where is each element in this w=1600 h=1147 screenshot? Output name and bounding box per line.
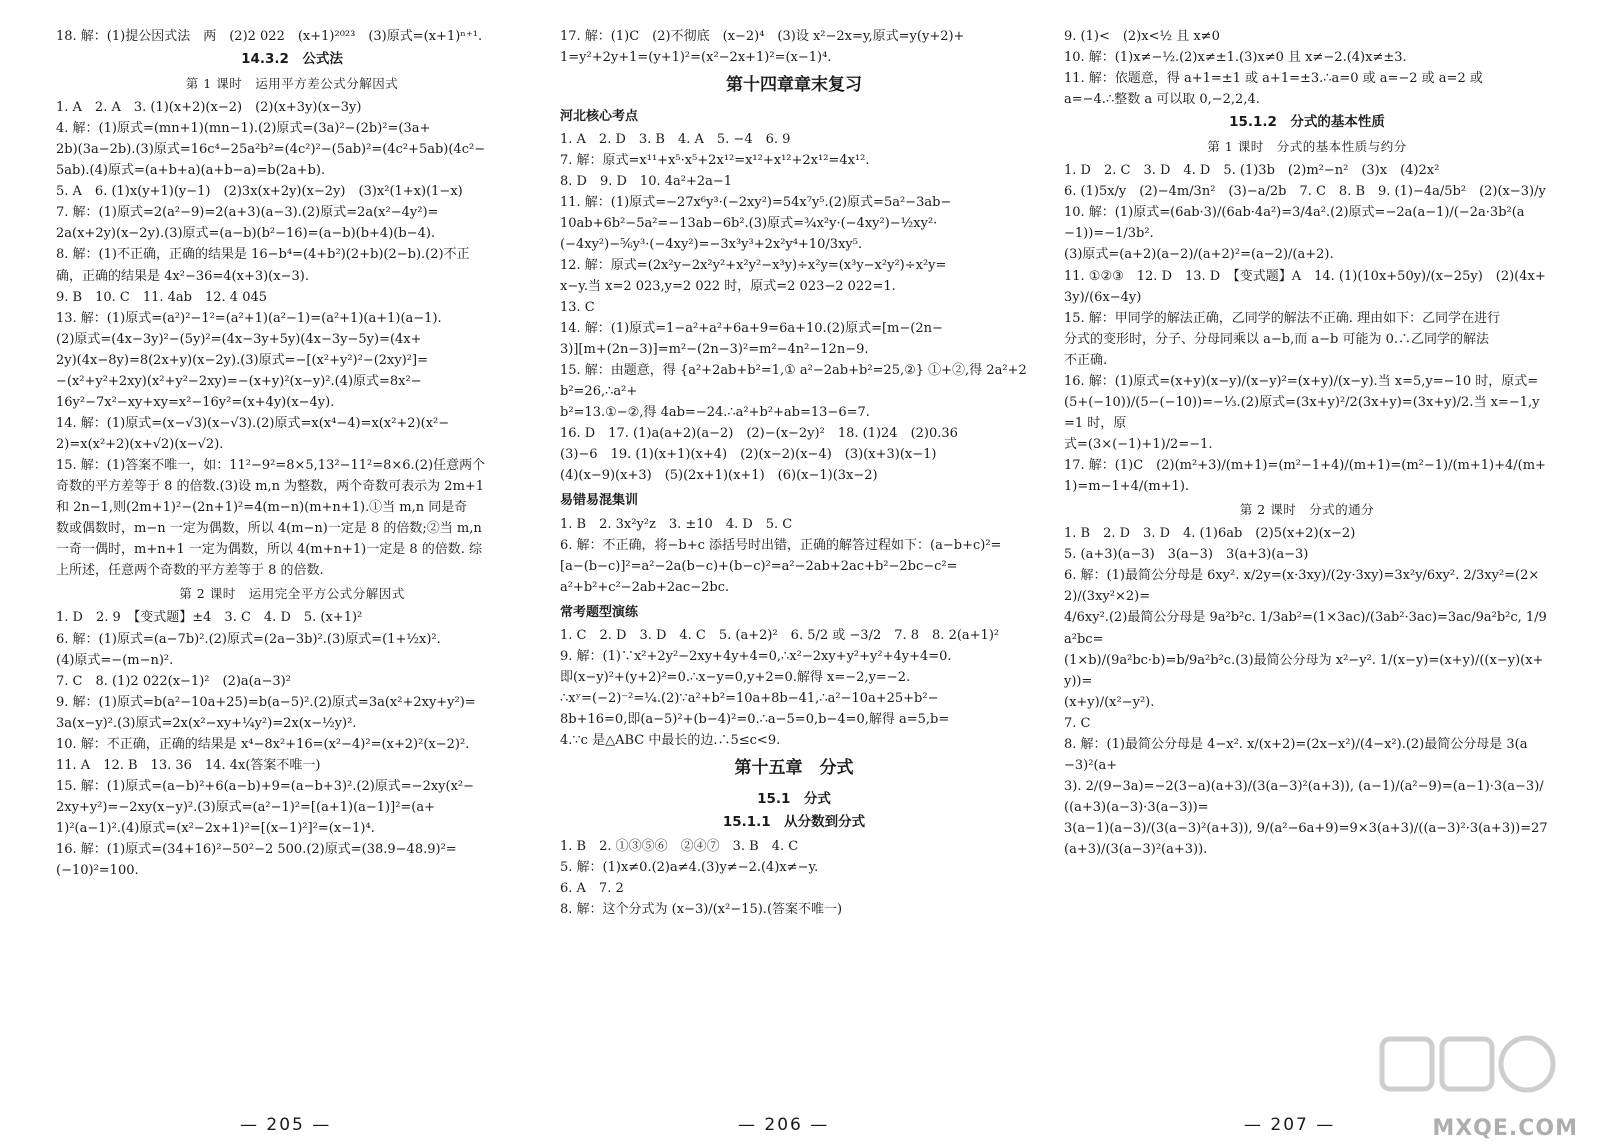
answer-line: 11. A 12. B 13. 36 14. 4x(答案不唯一) xyxy=(56,757,321,773)
answer-line: (4)(x−9)(x+3) (5)(2x+1)(x+1) (6)(x−1)(3x−2) xyxy=(560,468,878,484)
column-page-207 xyxy=(1064,26,1550,1107)
answer-line: 7. 解：(1)原式=2(a²−9)=2(a+3)(a−3).(2)原式=2a(x²−4y²)= xyxy=(56,205,439,221)
answer-line: 14. 解：(1)原式=(x−√3)(x−√3).(2)原式=x(x⁴−4)=x(x²+2)(x²− xyxy=(56,415,450,431)
answer-line: 16. 解：(1)原式=(x+y)(x−y)/(x−y)²=(x+y)/(x−y).当 x=5,y=−10 时，原式= xyxy=(1064,373,1539,389)
chapter-heading: 第十五章 分式 xyxy=(734,758,854,779)
answer-line: 10ab+6b²−5a²=−13ab−6b².(3)原式=¾x²y·(−4xy²)−½xy²· xyxy=(560,215,938,231)
answer-line: 3)][m+(2n−3)]=m²−(2n−3)²=m²−4n²−12n−9. xyxy=(560,342,869,358)
lesson-heading: 第 1 课时 分式的基本性质与约分 xyxy=(1207,139,1407,155)
answer-line: 奇数的平方差等于 8 的倍数.(3)设 m,n 为整数，两个奇数可表示为 2m+1 xyxy=(56,479,485,494)
answer-line: 2a(x+2y)(x−2y).(3)原式=(a−b)(b²−16)=(a−b)(b+4)(b−4). xyxy=(56,226,436,242)
answer-line: 7. C 8. (1)2 022(x−1)² (2)a(a−3)² xyxy=(56,673,291,689)
lesson-heading: 第 2 课时 运用完全平方公式分解因式 xyxy=(179,586,405,602)
answer-line: 16. D 17. (1)a(a+2)(a−2) (2)−(x−2y)² 18. (1)24 (2)0.36 xyxy=(560,426,958,442)
column-page-206 xyxy=(560,26,1028,1107)
answer-line: 11. 解：依题意，得 a+1=±1 或 a+1=±3.∴a=0 或 a=−2 或 a=2 或 xyxy=(1064,71,1483,87)
answer-line: 8. 解：这个分式为 (x−3)/(x²−15).(答案不唯一) xyxy=(560,902,843,918)
answer-line: 5. 解：(1)x≠0.(2)a≠4.(3)y≠−2.(4)x≠−y. xyxy=(560,860,819,876)
page-number-206: — 206 — xyxy=(738,1115,830,1135)
watermark-text: MXQE.COM xyxy=(1432,1116,1578,1141)
answer-line: 15. 解：甲同学的解法正确，乙同学的解法不正确. 理由如下：乙同学在进行 xyxy=(1064,310,1501,326)
lesson-heading: 第 1 课时 运用平方差公式分解因式 xyxy=(185,75,399,91)
answer-line: 10. 解：不正确，正确的结果是 x⁴−8x²+16=(x²−4)²=(x+2)²(x−2)². xyxy=(56,736,470,752)
section-heading: 15.1.1 从分数到分式 xyxy=(722,814,866,831)
answer-line: 1. D 2. 9 【变式题】±4 3. C 4. D 5. (x+1)² xyxy=(56,610,363,626)
answer-line: 17. 解：(1)C (2)不彻底 (x−2)⁴ (3)设 x²−2x=y,原式=y(y+2)+ xyxy=(560,29,965,44)
subsection-heading: 常考题型演练 xyxy=(560,604,639,620)
answer-line: 一奇一偶时，m+n+1 一定为偶数，所以 4(m+n+1)一定是 8 的倍数. 综 xyxy=(56,542,482,558)
answer-line: 即(x−y)²+(y+2)²=0.∴x−y=0,y+2=0.解得 x=−2,y=−2. xyxy=(560,669,911,685)
answer-line: 1. A 2. D 3. B 4. A 5. −4 6. 9 xyxy=(560,131,791,147)
answer-line: 16y²−7x²−xy+xy=x²−16y²=(x+4y)(x−4y). xyxy=(56,394,335,410)
answer-line: 17. 解：(1)C (2)(m²+3)/(m+1)=(m²−1+4)/(m+1)=(m²−1)/(m+1)+4/(m+1)=m−1+4/(m+1). xyxy=(1064,457,1546,494)
answer-line: 6. 解：(1)最简公分母是 6xy². x/2y=(x·3xy)/(2y·3xy)=3x²y/6xy². 2/3xy²=(2×2)/(3xy²×2)= xyxy=(1064,568,1540,605)
answer-line: 7. C xyxy=(1064,715,1091,731)
section-heading: 15.1.2 分式的基本性质 xyxy=(1229,114,1385,131)
answer-line: 10. 解：(1)原式=(6ab·3)/(6ab·4a²)=3/4a².(2)原式=−2a(a−1)/(−2a·3b²(a−1))=−1/3b². xyxy=(1064,205,1525,242)
answer-line: 13. 解：(1)原式=(a²)²−1²=(a²+1)(a²−1)=(a²+1)(a+1)(a−1). xyxy=(56,310,442,326)
answer-line: 6. 解：不正确，将−b+c 添括号时出错，正确的解答过程如下：(a−b+c)²= xyxy=(560,537,1002,553)
answer-line: 式=(3×(−1)+1)/2=−1. xyxy=(1064,436,1213,452)
answer-line: 1. D 2. C 3. D 4. D 5. (1)3b (2)m²−n² (3)x (4)2x² xyxy=(1064,163,1440,179)
answer-line: 和 2n−1,则(2m+1)²−(2n+1)²=4(m−n)(m+n+1).①当 m,n 同是奇 xyxy=(56,500,468,516)
answer-line: b²=13.①−②,得 4ab=−24.∴a²+b²+ab=13−6=7. xyxy=(560,405,870,421)
page-number-207: — 207 — xyxy=(1244,1115,1336,1135)
answer-line: 7. 解：原式=x¹¹+x⁵·x⁵+2x¹²=x¹²+x¹²+2x¹²=4x¹². xyxy=(560,152,870,168)
answer-line: 15. 解：(1)答案不唯一，如：11²−9²=8×5,13²−11²=8×6.(2)任意两个 xyxy=(56,457,486,473)
answer-line: 10. 解：(1)x≠−½.(2)x≠±1.(3)x≠0 且 x≠−2.(4)x≠±3. xyxy=(1064,50,1407,66)
answer-line: 13. C xyxy=(560,300,595,316)
answer-line: 5. (a+3)(a−3) 3(a−3) 3(a+3)(a−3) xyxy=(1064,547,1309,563)
answer-line: 2)=x(x²+2)(x+√2)(x−√2). xyxy=(56,436,224,452)
page-number-205: — 205 — xyxy=(240,1115,332,1135)
answer-line: 12. 解：原式=(2x²y−2x²y²+x²y²−x³y)÷x²y=(x³y−x²y²)÷x²y= xyxy=(560,257,947,273)
answer-line: 4. 解：(1)原式=(mn+1)(mn−1).(2)原式=(3a)²−(2b)²=(3a+ xyxy=(56,121,431,137)
answer-line: (2)原式=(4x−3y)²−(5y)²=(4x−3y+5y)(4x−3y−5y)=(4x+ xyxy=(56,331,422,347)
answer-line: 4.∵c 是△ABC 中最长的边.∴5≤c<9. xyxy=(560,732,781,748)
answer-line: 15. 解：由题意，得 {a²+2ab+b²=1,① a²−2ab+b²=25,②} ①+②,得 2a²+2b²=26,∴a²+ xyxy=(560,363,1027,400)
answer-line: (−4xy²)−⅚y³·(−4xy²)=−3x³y³+2x²y⁴+10/3xy⁵. xyxy=(560,236,863,252)
answer-line: (3)原式=(a+2)(a−2)/(a+2)²=(a−2)/(a+2). xyxy=(1064,247,1334,263)
answer-line: 11. ①②③ 12. D 13. D 【变式题】A 14. (1)(10x+50y)/(x−25y) (2)(4x+3y)/(6x−4y) xyxy=(1064,268,1546,305)
answer-line: 不正确. xyxy=(1064,352,1108,368)
answer-line: 确，正确的结果是 4x²−36=4(x+3)(x−3). xyxy=(56,268,309,284)
answer-line: (1×b)/(9a²bc·b)=b/9a²b²c.(3)最简公分母为 x²−y². 1/(x−y)=(x+y)/((x−y)(x+y))= xyxy=(1064,652,1544,689)
answer-line: 1. B 2. ①③⑤⑥ ②④⑦ 3. B 4. C xyxy=(560,839,799,855)
answer-line: 1)²(a−1)².(4)原式=(x²−2x+1)²=[(x−1)²]²=(x−1)⁴. xyxy=(56,820,375,836)
section-heading: 15.1 分式 xyxy=(757,790,831,807)
answer-line: x−y.当 x=2 023,y=2 022 时，原式=2 023−2 022=1. xyxy=(560,279,896,294)
answer-line: a=−4.∴整数 a 可以取 0,−2,2,4. xyxy=(1064,92,1260,108)
answer-line: 1. B 2. D 3. D 4. (1)6ab (2)5(x+2)(x−2) xyxy=(1064,526,1356,542)
column-page-205 xyxy=(56,26,528,1107)
lesson-heading: 第 2 课时 分式的通分 xyxy=(1239,502,1375,518)
answer-line: 16. 解：(1)原式=(34+16)²−50²−2 500.(2)原式=(38.9−48.9)²= xyxy=(56,842,457,857)
answer-line: 1. A 2. A 3. (1)(x+2)(x−2) (2)(x+3y)(x−3y) xyxy=(56,100,362,116)
answer-line: ∴xʸ=(−2)⁻²=¼.(2)∵a²+b²=10a+8b−41,∴a²−10a+25+b²− xyxy=(560,690,939,706)
answer-line: 3(a−1)(a−3)/(3(a−3)²(a+3)), 9/(a²−6a+9)=9×3(a+3)/((a−3)²·3(a+3))=27(a+3)/(3(a−3)²(a+3)). xyxy=(1064,820,1548,857)
answer-line: 数或偶数时，m−n 一定为偶数，所以 4(m−n)一定是 8 的倍数;②当 m,n xyxy=(56,521,482,537)
answer-line: 3a(x−y)².(3)原式=2x(x²−xy+¼y²)=2x(x−½y)². xyxy=(56,715,357,731)
answer-line: 4/6xy².(2)最简公分母是 9a²b²c. 1/3ab²=(1×3ac)/(3ab²·3ac)=3ac/9a²b²c, 1/9a²bc= xyxy=(1064,610,1547,647)
answer-line: 2xy+y²)=−2xy(x−y)².(3)原式=(a²−1)²=[(a+1)(a−1)]²=(a+ xyxy=(56,799,436,815)
answer-line: 1. B 2. 3x²y²z 3. ±10 4. D 5. C xyxy=(560,516,793,532)
answer-line: 8. D 9. D 10. 4a²+2a−1 xyxy=(560,173,733,189)
answer-line: [a−(b−c)]²=a²−2a(b−c)+(b−c)²=a²−2ab+2ac+b²−2bc−c²= xyxy=(560,558,958,574)
answer-line: 分式的变形时，分子、分母同乘以 a−b,而 a−b 可能为 0.∴乙同学的解法 xyxy=(1064,331,1489,347)
answer-line: 2b)(3a−2b).(3)原式=16c⁴−25a²b²=(4c²)²−(5ab)²=(4c²+5ab)(4c²− xyxy=(56,142,486,158)
answer-line: 上所述，任意两个奇数的平方差等于 8 的倍数. xyxy=(56,563,324,579)
answer-line: 3). 2/(9−3a)=−2(3−a)(a+3)/(3(a−3)²(a+3)), (a−1)/(a²−9)=(a−1)·3(a−3)/((a+3)(a−3)·3(a−3))= xyxy=(1064,778,1544,815)
answer-line: 15. 解：(1)原式=(a−b)²+6(a−b)+9=(a−b+3)².(2)原式=−2xy(x²− xyxy=(56,778,475,794)
answer-line: 2y)(4x−8y)=8(2x+y)(x−2y).(3)原式=−[(x²+y²)²−(2xy)²]= xyxy=(56,352,428,368)
subsection-heading: 河北核心考点 xyxy=(560,108,639,124)
answer-line: 18. 解：(1)提公因式法 两 (2)2 022 (x+1)²⁰²³ (3)原式=(x+1)ⁿ⁺¹. xyxy=(56,29,483,44)
answer-line: 8. 解：(1)不正确，正确的结果是 16−b⁴=(4+b²)(2+b)(2−b).(2)不正 xyxy=(56,247,470,263)
answer-line: 14. 解：(1)原式=1−a²+a²+6a+9=6a+10.(2)原式=[m−(2n− xyxy=(560,321,943,337)
answer-line: 1=y²+2y+1=(y+1)²=(x²−2x+1)²=(x−1)⁴. xyxy=(560,50,832,66)
answer-line: 5ab).(4)原式=(a+b+a)(a+b−a)=b(2a+b). xyxy=(56,163,326,179)
answer-line: 8. 解：(1)最简公分母是 4−x². x/(x+2)=(2x−x²)/(4−x²).(2)最简公分母是 3(a−3)²(a+ xyxy=(1064,736,1528,773)
section-heading: 14.3.2 公式法 xyxy=(241,51,343,68)
answer-line: 11. 解：(1)原式=−27x⁶y³·(−2xy²)=54x⁷y⁵.(2)原式=5a²−3ab− xyxy=(560,194,952,210)
answer-line: 6. A 7. 2 xyxy=(560,881,624,897)
subsection-heading: 易错易混集训 xyxy=(560,493,639,509)
chapter-heading: 第十四章章末复习 xyxy=(726,75,862,96)
answer-line: 9. 解：(1)∵x²+2y²−2xy+4y+4=0,∴x²−2xy+y²+y²+4y+4=0. xyxy=(560,648,952,664)
answer-line: (3)−6 19. (1)(x+1)(x+4) (2)(x−2)(x−4) (3)(x+3)(x−1) xyxy=(560,447,937,463)
answer-line: (−10)²=100. xyxy=(56,863,139,879)
answer-line: 6. 解：(1)原式=(a−7b)².(2)原式=(2a−3b)².(3)原式=(1+½x)². xyxy=(56,631,441,647)
answer-line: −(x²+y²+2xy)(x²+y²−2xy)=−(x+y)²(x−y)².(4)原式=8x²− xyxy=(56,373,422,389)
answer-line: 9. (1)< (2)x<½ 且 x≠0 xyxy=(1064,29,1220,44)
answer-line: (4)原式=−(m−n)². xyxy=(56,652,174,668)
answer-line: 5. A 6. (1)x(y+1)(y−1) (2)3x(x+2y)(x−2y) (3)x²(1+x)(1−x) xyxy=(56,184,463,200)
answer-line: 8b+16=0,即(a−5)²+(b−4)²=0.∴a−5=0,b−4=0,解得 a=5,b= xyxy=(560,711,950,727)
answer-line: 6. (1)5x/y (2)−4m/3n² (3)−a/2b 7. C 8. B 9. (1)−4a/5b² (2)(x−3)/y xyxy=(1064,184,1546,200)
answer-line: (5+(−10))/(5−(−10))=−⅓.(2)原式=(3x+y)²/2(3x+y)=(3x+y)/2.当 x=−1,y=1 时，原 xyxy=(1064,394,1540,431)
answer-line: 1. C 2. D 3. D 4. C 5. (a+2)² 6. 5/2 或 −3/2 7. 8 8. 2(a+1)² xyxy=(560,627,1000,643)
answer-line: (x+y)/(x²−y²). xyxy=(1064,694,1155,710)
answer-line: 9. 解：(1)原式=b(a²−10a+25)=b(a−5)².(2)原式=3a(x²+2xy+y²)= xyxy=(56,694,476,710)
answer-line: 9. B 10. C 11. 4ab 12. 4 045 xyxy=(56,289,268,305)
answer-line: a²+b²+c²−2ab+2ac−2bc. xyxy=(560,579,730,595)
